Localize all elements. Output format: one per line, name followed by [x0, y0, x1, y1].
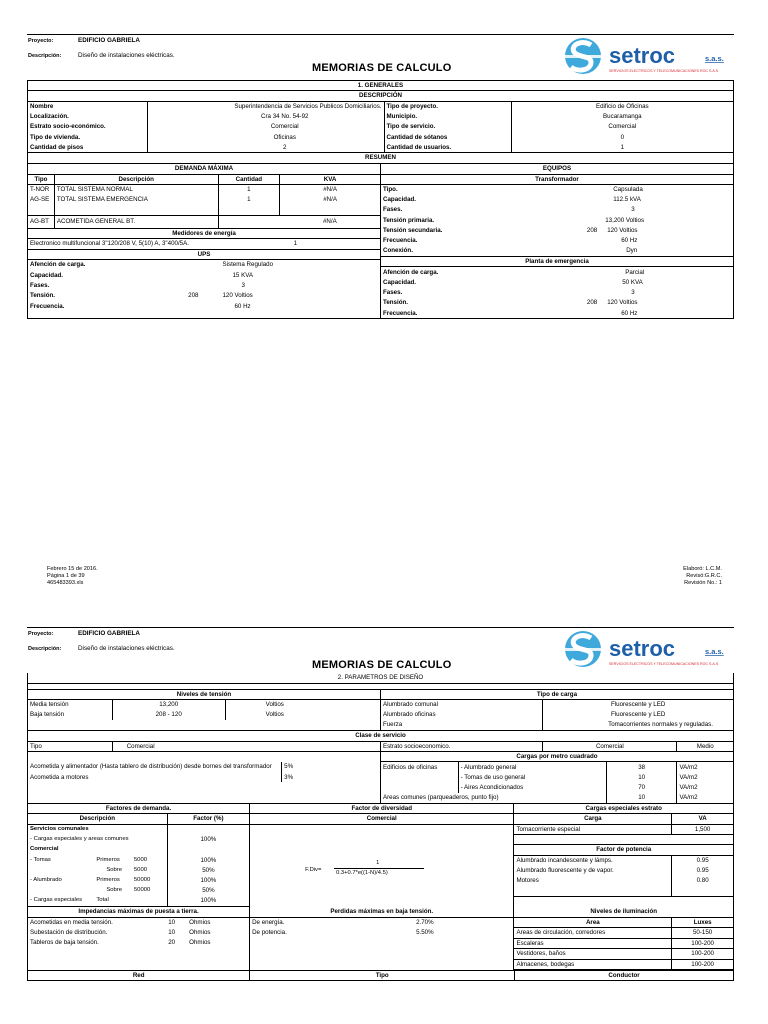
general-right-value: 1 [511, 143, 733, 153]
demand-header: KVA [280, 174, 380, 184]
drop-value: 3% [282, 772, 381, 782]
plant-label: Capacidad. [383, 278, 417, 286]
stratum-value: Comercial [543, 741, 677, 751]
general-left-value: Oficinas [148, 132, 385, 142]
general-left-label: Tipo de vivienda. [28, 132, 148, 142]
lighting-header: Area [514, 917, 671, 927]
project-name: EDIFICIO GABRIELA [78, 630, 140, 637]
general-right-label: Tipo de servicio. [384, 122, 511, 132]
per-m2-label: - Aires Acondicionados [458, 782, 606, 792]
lighting-luxes: 100-200 [672, 949, 733, 959]
demand-header: Tipo [28, 174, 54, 184]
general-right-value: Bucaramanga [511, 112, 733, 122]
lighting-area: Escaleras [514, 938, 671, 948]
general-left-value: Comercial [148, 122, 385, 132]
transformer-value: 60 Hz [621, 237, 638, 245]
lighting-area: Almacenes, bodegas [514, 959, 671, 969]
load-type-title: Tipo de carga [380, 689, 733, 699]
general-left-label: Estrato socio-económico. [28, 122, 148, 132]
lighting-panel [514, 907, 733, 970]
per-m2-label: - Alumbrado general [458, 762, 606, 772]
impedance-value: 10 [168, 929, 176, 937]
demand-factor-cond: Total [94, 896, 132, 906]
plant-value: Parcial [625, 268, 645, 276]
losses-table [250, 907, 513, 958]
footer-date: Febrero 15 de 2016. [47, 566, 98, 572]
ups-value: 60 Hz [234, 302, 251, 310]
demand-factor-cond: Sobre [106, 887, 123, 894]
summary-left [28, 164, 380, 319]
load-type-value: Fluorescente y LED [543, 700, 734, 710]
demand-factor-cond: Primeros [96, 877, 120, 884]
general-right-label: Tipo de proyecto. [384, 101, 511, 111]
transformer-extra: 208 [586, 227, 598, 235]
general-right-value: 0 [511, 132, 733, 142]
demand-header: Descripción [54, 174, 218, 184]
demand-factor-limit: 5000 [132, 855, 167, 865]
transformer-value: 13,200 Voltios [605, 216, 645, 224]
footer-left [47, 566, 98, 586]
plant-value: 120 Voltios [607, 299, 638, 307]
page-title: MEMORIAS DE CALCULO [312, 659, 452, 671]
service-title: Clase de servicio [28, 731, 734, 741]
power-factor-value: 0.80 [672, 876, 733, 886]
demand-quantity: 1 [218, 184, 280, 194]
transformer-label: Fases. [383, 206, 403, 214]
demand-factor-value: 100% [167, 876, 249, 886]
logo-name: setroc [609, 43, 676, 68]
demand-factor-limit: 50000 [132, 876, 167, 886]
diversity-sub: Comercial [250, 814, 513, 824]
demand-kva: #N/A [280, 215, 380, 228]
voltage-value: 13,200 [112, 700, 225, 710]
demand-factors-header: Factor (%) [167, 814, 249, 824]
footer-page: Página 1 de 39 [47, 572, 85, 579]
description-label: Descripción: [28, 646, 62, 652]
service-type-value: Comercial [112, 741, 380, 751]
formula-denominator: 0.3+0.7*e((1-N)/4.5) [336, 869, 388, 876]
stratum-label: Estrato socioeconomico. [380, 741, 542, 751]
special-loads-panel [514, 804, 733, 908]
plant-value: 50 KVA [622, 278, 643, 286]
lighting-luxes: 100-200 [672, 959, 733, 969]
voltage-unit: Voltios [225, 710, 380, 720]
impedance-value: 10 [168, 919, 176, 927]
demand-factor-desc: - Alumbrado [30, 877, 62, 884]
plant-value: 3 [631, 288, 635, 296]
demand-factor-limit: 5000 [132, 865, 167, 875]
demand-factors-panel [28, 804, 250, 908]
plant-label: Tensión. [383, 299, 408, 307]
demand-factor-desc: Servicios comunales [30, 825, 89, 832]
footer-reviewed: Revisó:G.R.C. [686, 572, 722, 579]
losses-label: De potencia. [252, 929, 287, 937]
logo-name: setroc [609, 636, 676, 661]
bottom-header-conductor: Conductor [515, 970, 734, 980]
diversity-panel [250, 804, 514, 908]
generales-table [27, 80, 734, 164]
footer-right [683, 566, 722, 586]
general-left-label: Localización. [28, 112, 148, 122]
ups-value: 120 Voltios [222, 292, 253, 300]
general-right-label: Municipio. [384, 112, 511, 122]
losses-panel [250, 907, 514, 970]
losses-value: 5.50% [416, 929, 434, 937]
project-label: Proyecto: [28, 38, 54, 44]
load-type-value: Fluorescente y LED [543, 710, 734, 720]
transformer-value: 112.5 kVA [613, 196, 641, 204]
demand-factor-cond: Primeros [96, 856, 120, 863]
general-right-value: Edificio de Oficinas [511, 101, 733, 111]
footer-file: 465483393.xls [47, 579, 84, 586]
load-type-value: Tomacorrientes normales y reguladas. [543, 720, 734, 730]
per-m2-value: 38 [606, 762, 677, 772]
setroc-logo [562, 36, 734, 77]
voltage-title: Niveles de tensión [28, 689, 381, 699]
ups-value: 15 KVA [232, 271, 253, 279]
logo-suffix: s.a.s. [705, 647, 724, 656]
summary-right [380, 164, 733, 319]
ups-table [28, 260, 380, 311]
demand-factor-cond: Sobre [106, 866, 123, 873]
bottom-header-tipo: Tipo [250, 970, 515, 980]
lighting-luxes: 100-200 [672, 938, 733, 948]
ups-label: Afención de carga. [30, 261, 86, 269]
logo-suffix: s.a.s. [705, 54, 724, 63]
ups-value: Sistema Regulado [222, 261, 274, 269]
ups-extra: 208 [188, 292, 199, 300]
per-m2-common-unit: VA/m2 [677, 793, 734, 803]
voltage-label: Media tensión [28, 700, 113, 710]
bottom-header-red: Red [28, 970, 250, 980]
equipment-table [381, 164, 733, 319]
impedance-label: Tableros de baja tensión. [30, 939, 99, 947]
power-factor-value: 0.95 [672, 866, 733, 876]
demand-type: AG-SE [30, 196, 50, 204]
special-loads-header: Carga [514, 814, 671, 824]
transformer-value: Dyn [626, 247, 638, 255]
page-1 [27, 34, 734, 319]
formula-lhs: F.Div= [305, 866, 322, 873]
page-header [27, 627, 734, 673]
impedance-table [28, 907, 249, 958]
page-title: MEMORIAS DE CALCULO [312, 62, 452, 74]
ups-label: Capacidad. [30, 271, 64, 279]
per-m2-unit: VA/m2 [677, 772, 734, 782]
footer-revision: Revisión No.: 1 [684, 579, 722, 586]
impedance-unit: Ohmios [189, 939, 211, 947]
general-left-value: 2 [148, 143, 385, 153]
general-right-value: Comercial [511, 122, 733, 132]
transformer-label: Conexión. [383, 247, 413, 255]
ups-label: Tensión. [30, 292, 55, 300]
bottom-headers [27, 970, 734, 981]
impedance-title: Impedancias máximas de puesta a tierra. [28, 907, 249, 917]
section-title: 1. GENERALES [28, 81, 734, 91]
demand-title: DEMANDA MÁXIMA [28, 164, 380, 174]
fraction-bar [334, 868, 424, 869]
special-load-value: 1,500 [672, 824, 733, 834]
special-loads-header: VA [672, 814, 733, 824]
ups-value: 3 [241, 282, 245, 290]
demand-factors-title: Factores de demanda. [28, 804, 249, 814]
section-title: 2. PARAMETROS DE DISEÑO [28, 673, 734, 683]
demand-factor-limit: 50000 [132, 886, 167, 896]
impedance-panel [28, 907, 250, 970]
transformer-label: Frecuencia. [383, 237, 418, 245]
page-header [27, 34, 734, 80]
demand-factor-desc: - Cargas especiales [28, 896, 94, 906]
transformer-title: Transformador [381, 174, 733, 184]
per-m2-value: 70 [606, 782, 677, 792]
diversity-table [250, 804, 513, 825]
per-m2-title: Cargas por metro cuadrado [380, 751, 733, 761]
per-m2-common-value: 10 [606, 793, 677, 803]
transformer-label: Tensión secundaria. [383, 227, 443, 235]
demand-quantity [218, 215, 280, 228]
demand-factor-value: 50% [167, 865, 249, 875]
power-factor-label: Alumbrado incandescente y lámps. [514, 855, 671, 865]
formula-numerator: 1 [376, 859, 380, 866]
description-title: DESCRIPCIÓN [28, 91, 734, 101]
lighting-area: Areas de circulación, corredores [514, 928, 671, 938]
page-2 [27, 627, 734, 981]
general-left-value: Cra 34 No. 54-92 [148, 112, 385, 122]
special-loads-title: Cargas especiales estrato [514, 804, 733, 814]
lighting-area: Vestidores, baños [514, 949, 671, 959]
power-factor-title: Factor de potencia [514, 845, 733, 855]
general-left-label: Cantidad de pisos [28, 143, 148, 153]
demand-factors-header: Descripción [28, 814, 167, 824]
demand-factor-desc: - Tomas [30, 856, 51, 863]
transformer-label: Capacidad. [383, 196, 417, 204]
transformer-label: Tensión primaria. [383, 216, 435, 224]
impedance-unit: Ohmios [189, 929, 211, 937]
description-label: Descripción: [28, 53, 62, 59]
demand-header: Cantidad [218, 174, 280, 184]
drop-label: Acometida a motores [28, 772, 282, 782]
lighting-luxes: 50-150 [672, 928, 733, 938]
impedance-unit: Ohmios [189, 919, 211, 927]
demand-description: TOTAL SISTEMA EMERGENCIA [54, 195, 218, 205]
demand-table [28, 164, 380, 260]
general-left-label: Nombre [28, 101, 148, 111]
meter-quantity: 1 [280, 239, 380, 249]
parametros-table [27, 673, 734, 804]
transformer-value: 120 Voltios [607, 227, 638, 235]
demand-factor-value: 50% [167, 886, 249, 896]
plant-title: Planta de emergencia [381, 256, 733, 266]
meters-title: Medidores de energía [28, 228, 380, 238]
plant-label: Afención de carga. [383, 268, 439, 276]
power-factor-value: 0.95 [672, 855, 733, 865]
per-m2-unit: VA/m2 [677, 782, 734, 792]
logo-tagline: SERVICIOS ELECTRICOS Y TELECOMUNICACIONES ROC S.A.S [609, 69, 719, 73]
demand-factor-value: 100% [167, 896, 249, 906]
impedance-value: 20 [168, 939, 176, 947]
plant-extra: 208 [586, 299, 598, 307]
transformer-value: 3 [631, 206, 635, 214]
transformer-value: Capsulada [613, 186, 643, 194]
demand-kva: #N/A [280, 184, 380, 194]
voltage-unit: Voltios [225, 700, 380, 710]
general-right-label: Cantidad de sótanos [384, 132, 511, 142]
load-type-label: Alumbrado comunal [380, 700, 542, 710]
lighting-table [514, 907, 733, 970]
transformer-label: Tipo. [383, 186, 398, 194]
load-type-label: Alumbrado oficinas [380, 710, 542, 720]
power-factor-label: Alumbrado fluorescente y de vapor. [514, 866, 671, 876]
ups-label: Frecuencia. [30, 302, 65, 310]
ups-label: Fases. [30, 282, 50, 290]
impedance-label: Acometidas en media tensión. [30, 919, 113, 927]
ups-title: UPS [28, 249, 380, 259]
losses-title: Perdidas máximas en baja tensión. [250, 907, 513, 917]
per-m2-common-label: Areas comunes (parqueaderos, punto fijo) [380, 793, 606, 803]
voltage-value: 208 - 120 [112, 710, 225, 720]
demand-factor-value: 100% [167, 855, 249, 865]
plant-value: 60 Hz [621, 309, 638, 317]
meter-description: Electronico multifuncional 3"120/208 V, 5(10) A, 3"400/5A. [28, 239, 280, 249]
summary-title: RESUMEN [28, 153, 734, 163]
per-m2-value: 10 [606, 772, 677, 782]
losses-value: 2.70% [416, 919, 434, 927]
drop-label: Acometida y alimentador (Hasta tablero de distribución) desde bornes del transformador [28, 762, 282, 772]
plant-label: Frecuencia. [383, 309, 418, 317]
demand-factors-table [28, 804, 249, 908]
logo-tagline: SERVICIOS ELECTRICOS Y TELECOMUNICACIONES ROC S.A.S [609, 662, 719, 666]
demand-type: T-NOR [30, 186, 50, 194]
special-loads-table [514, 804, 733, 898]
voltage-label: Baja tensión [28, 710, 113, 720]
general-left-value: Superintendencia de Servicios Publicos Domiciliarios. [148, 101, 385, 111]
power-factor-label: Motores [514, 876, 671, 886]
losses-label: De energía. [252, 919, 285, 927]
demand-description: ACOMETIDA GENERAL BT. [54, 215, 218, 228]
special-load-label: Tomacorriente especial [514, 824, 671, 834]
per-m2-label: - Tomas de uso general [458, 772, 606, 782]
demand-factor-desc: - Cargas especiales y areas comunes [28, 835, 167, 845]
per-m2-unit: VA/m2 [677, 762, 734, 772]
per-m2-group: Edificios de oficinas [380, 762, 458, 772]
load-type-label: Fuerza [380, 720, 542, 730]
impedance-label: Subestación de distribución. [30, 929, 108, 937]
drop-value: 5% [282, 762, 381, 772]
demand-quantity: 1 [218, 195, 280, 205]
demand-kva: #N/A [280, 195, 380, 205]
stratum-level: Medio [677, 741, 734, 751]
demand-description: TOTAL SISTEMA NORMAL [54, 184, 218, 194]
demand-factor-value: 100% [167, 835, 249, 845]
equipment-title: EQUIPOS [381, 164, 733, 174]
lighting-header: Luxes [672, 917, 733, 927]
demand-factor-desc: Comercial [30, 846, 59, 853]
project-label: Proyecto: [28, 631, 54, 637]
setroc-logo [562, 629, 734, 670]
plant-label: Fases. [383, 288, 403, 296]
demand-type: AG-BT [28, 215, 54, 228]
description-text: Diseño de instalaciones eléctricas. [78, 645, 175, 652]
diversity-title: Factor de diversidad [250, 804, 513, 814]
description-text: Diseño de instalaciones eléctricas. [78, 52, 175, 59]
service-type-label: Tipo [28, 741, 113, 751]
footer-prepared: Elaboró: L.C.M. [683, 566, 722, 572]
project-name: EDIFICIO GABRIELA [78, 37, 140, 44]
lighting-title: Niveles de iluminación [514, 907, 733, 917]
general-right-label: Cantidad de usuarios. [384, 143, 511, 153]
